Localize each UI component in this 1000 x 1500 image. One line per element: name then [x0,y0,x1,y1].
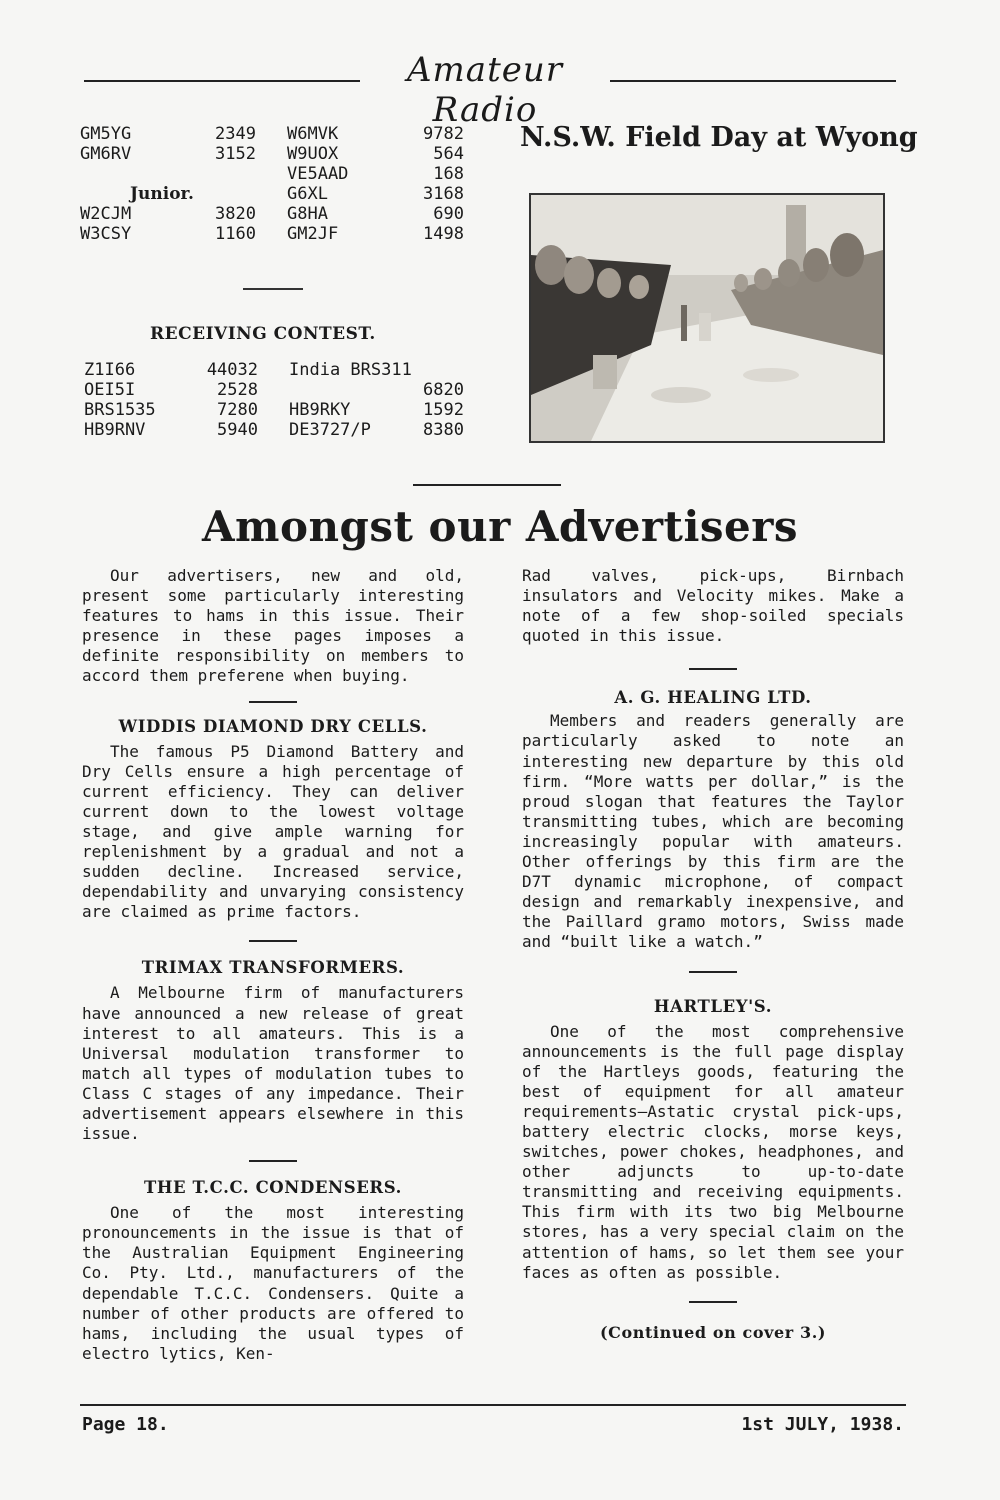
masthead-rule-left [84,80,374,82]
tcc-continued: Rad valves, pick-ups, Birnbach insulators and Velocity mikes. Make a note of a few shop-soiled specials quoted in this issue. [522,566,904,646]
score-value: 9782 [423,124,464,144]
issue-date: 1st JULY, 1938. [741,1414,904,1435]
section-rule [249,701,297,703]
section-rule [689,1301,737,1303]
score-call: HB9RNV [84,420,146,440]
score-value: 3152 [215,144,256,164]
score-call: India BRS311 [289,360,412,380]
widdis-body: The famous P5 Diamond Battery and Dry Cells ensure a high percentage of current efficiency. They can deliver current down to the lowest voltage stage, and give ample warning for replenishment by a gradual and not a sudden decline. Increased service, dependability and unvarying consistency are claimed as prime factors. [82,741,464,922]
hartleys-heading: HARTLEY'S. [653,996,773,1016]
score-value: 1498 [423,224,464,244]
continued-note: (Continued on cover 3.) [599,1322,827,1342]
score-value: 6820 [423,380,464,400]
score-value: 7280 [217,400,258,420]
tcc-body: One of the most interesting pronouncements in the issue is that of the Australian Equipment Engineering Co. Pty. Ltd., manufacturers of the dependable T.C.C. Condensers. Quite a number of other products are offered to hams, including the usual types of electro lytics, Ken- [82,1203,464,1363]
page-number: Page 18. [82,1414,169,1435]
score-call: OEI5I [84,380,136,400]
score-value: 1592 [423,400,464,420]
score-value: 168 [433,164,464,184]
masthead-rule-right [598,80,896,82]
tcc-heading: THE T.C.C. CONDENSERS. [143,1178,403,1198]
score-call: BRS1535 [84,400,156,420]
field-day-photo [529,193,885,443]
score-value: 690 [433,204,464,224]
section-rule [249,940,297,942]
advertisers-title: Amongst our Advertisers [201,502,799,551]
score-call: W6MVK [287,124,339,144]
score-value: 3168 [423,184,464,204]
score-value: 5940 [217,420,258,440]
score-call: W3CSY [80,224,132,244]
footer-rule [80,1404,906,1406]
trimax-heading: TRIMAX TRANSFORMERS. [141,958,405,978]
score-call: DE3727/P [289,420,371,440]
receiving-contest-heading: RECEIVING CONTEST. [150,324,376,344]
score-value: 3820 [215,204,256,224]
section-rule [689,971,737,973]
hartleys-body: One of the most comprehensive announcements is the full page display of the Hartleys goods, featuring the best of equipment for all amateur requirements—Astatic crystal pick-ups, battery electric clocks, morse keys, switches, power chokes, headphones, and other adjuncts to up-to-date transmitting and receiving equipments. This firm with its two big Melbourne stores, has a very special claim on the attention of hams, so let them see your faces as often as possible. [522,1021,904,1282]
score-call: G6XL [287,184,328,204]
right-column [522,566,904,1342]
score-call: GM6RV [80,144,132,164]
healing-body: Members and readers generally are particularly asked to note an interesting new departure by this old firm. “More watts per dollar,” is the proud slogan that features the Taylor transmitting tubes, which are becoming increasingly popular with amateurs. Other offerings by this firm are the D7T dynamic microphone, of compact design and remarkably inexpensive, and the Paillard gramo motors, Swiss made and “built like a watch.” [522,711,904,952]
section-divider [413,484,561,486]
trimax-body: A Melbourne firm of manufacturers have announced a new release of great interest to all amateurs. This is a Universal modulation transformer to match all types of modulation tubes to Class C stages of any impedance. Their advertisement appears elsewhere in this issue. [82,983,464,1144]
score-call: G8HA [287,204,328,224]
masthead-title: Amateur Radio [360,50,610,130]
intro-paragraph: Our advertisers, new and old, present some particularly interesting features to hams in this issue. Their presence in these pages imposes a definite responsibility on members to accord them preferene when buying. [82,566,464,686]
score-value: 8380 [423,420,464,440]
widdis-heading: WIDDIS DIAMOND DRY CELLS. [118,716,428,736]
left-column [82,566,464,1364]
score-value: 564 [433,144,464,164]
healing-heading: A. G. HEALING LTD. [614,688,812,708]
junior-label: Junior. [130,184,194,204]
score-call: Z1I66 [84,360,136,380]
score-value: 1160 [215,224,256,244]
field-day-title: N.S.W. Field Day at Wyong [520,122,918,153]
section-rule [249,1160,297,1162]
score-call: GM5YG [80,124,132,144]
score-call: W9UOX [287,144,339,164]
divider-rule [243,288,303,290]
score-value: 2349 [215,124,256,144]
score-value: 44032 [206,360,258,380]
score-call: W2CJM [80,204,132,224]
section-rule [689,668,737,670]
score-call: VE5AAD [287,164,349,184]
score-call: HB9RKY [289,400,351,420]
score-call: GM2JF [287,224,339,244]
score-value: 2528 [217,380,258,400]
